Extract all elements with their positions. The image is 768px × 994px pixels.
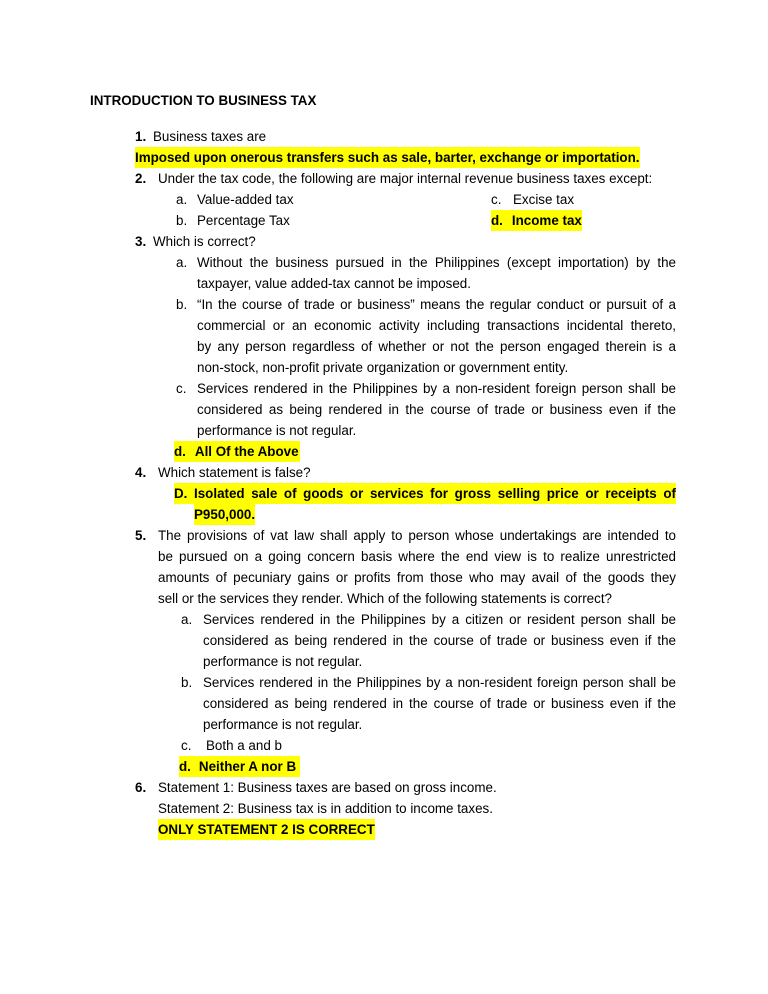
question-5-option-c: Both a and b	[206, 738, 282, 753]
question-3-option-b-line-3: by any person regardless of whether or not the person engaged therein is a	[197, 339, 676, 354]
question-2-number: 2.	[135, 171, 147, 186]
question-5-option-b-letter: b.	[181, 675, 193, 690]
question-3-option-b-line-2: commercial or an economic activity including transactions incidental thereto,	[197, 318, 676, 333]
question-3-option-d-letter: d.	[174, 444, 186, 459]
question-5-number: 5.	[135, 528, 147, 543]
question-3-number: 3.	[135, 234, 147, 249]
question-5-option-b-line-1: Services rendered in the Philippines by a non-resident foreign person shall be	[203, 675, 676, 690]
question-2-answer-d	[491, 210, 582, 231]
question-2-option-c: Excise tax	[513, 192, 575, 207]
question-4-option-d-letter: D.	[174, 483, 194, 504]
question-2-option-d: Income tax	[511, 213, 582, 228]
question-3-option-b-letter: b.	[176, 297, 188, 312]
question-5-option-d: Neither A nor B	[198, 759, 297, 774]
question-4-option-d-line-2: P950,000.	[194, 504, 255, 525]
question-6-number: 6.	[135, 780, 147, 795]
question-6-answer: ONLY STATEMENT 2 IS CORRECT	[158, 819, 375, 840]
question-5-line-4: sell or the services they render. Which of the following statements is correct?	[158, 591, 612, 606]
question-3-option-c-line-2: considered as being rendered in the course of trade or business even if the	[197, 402, 676, 417]
question-5-option-a-letter: a.	[181, 612, 193, 627]
question-3-option-b-line-1: “In the course of trade or business” means the regular conduct or pursuit of a	[197, 297, 676, 312]
question-2-text: Under the tax code, the following are major internal revenue business taxes except:	[158, 171, 653, 186]
question-5-line-1: The provisions of vat law shall apply to person whose undertakings are intended to	[158, 528, 676, 543]
question-5-option-d-letter: d.	[179, 759, 191, 774]
question-4-number: 4.	[135, 465, 147, 480]
question-4-text: Which statement is false?	[158, 465, 311, 480]
question-2-option-b-letter: b.	[176, 213, 188, 228]
question-3-option-a-letter: a.	[176, 255, 188, 270]
question-6-statement-2: Statement 2: Business tax is in addition to income taxes.	[158, 801, 493, 816]
question-2-option-b: Percentage Tax	[197, 213, 290, 228]
question-5-option-a-line-1: Services rendered in the Philippines by a citizen or resident person shall be	[203, 612, 676, 627]
question-3-option-b-line-4: non-stock, non-profit private organization or government entity.	[197, 360, 569, 375]
question-3-option-d: All Of the Above	[194, 444, 299, 459]
question-1-answer: Imposed upon onerous transfers such as sale, barter, exchange or importation.	[135, 147, 640, 168]
question-5-option-b-line-3: performance is not regular.	[203, 717, 363, 732]
question-6-statement-1: Statement 1: Business taxes are based on gross income.	[158, 780, 497, 795]
question-3-option-c-letter: c.	[176, 381, 187, 396]
question-5-answer-d	[179, 756, 300, 777]
question-3-text: Which is correct?	[153, 234, 256, 249]
question-5-option-a-line-3: performance is not regular.	[203, 654, 363, 669]
question-2-option-a: Value-added tax	[197, 192, 294, 207]
question-3-option-c-line-1: Services rendered in the Philippines by a non-resident foreign person shall be	[197, 381, 676, 396]
question-5-option-b-line-2: considered as being rendered in the course of trade or business even if the	[203, 696, 676, 711]
question-3-option-a-line-2: taxpayer, value added-tax cannot be imposed.	[197, 276, 471, 291]
question-4-option-d-line-1: Isolated sale of goods or services for gross selling price or receipts of	[194, 483, 676, 504]
page-title: INTRODUCTION TO BUSINESS TAX	[90, 93, 317, 108]
question-2-option-d-letter: d.	[491, 213, 503, 228]
question-5-line-2: be pursued on a going concern basis where the end view is to realize unrestricted	[158, 549, 676, 564]
question-2-option-a-letter: a.	[176, 192, 188, 207]
question-5-line-3: amounts of pecuniary gains or profits from those who may avail of the goods they	[158, 570, 676, 585]
question-2-option-c-letter: c.	[491, 192, 502, 207]
question-3-option-a-line-1: Without the business pursued in the Philippines (except importation) by the	[197, 255, 676, 270]
question-1-number: 1.	[135, 129, 147, 144]
question-1-text: Business taxes are	[153, 129, 267, 144]
question-5-option-c-letter: c.	[181, 738, 192, 753]
question-3-answer-d	[174, 441, 300, 462]
question-5-option-a-line-2: considered as being rendered in the course of trade or business even if the	[203, 633, 676, 648]
question-3-option-c-line-3: performance is not regular.	[197, 423, 357, 438]
